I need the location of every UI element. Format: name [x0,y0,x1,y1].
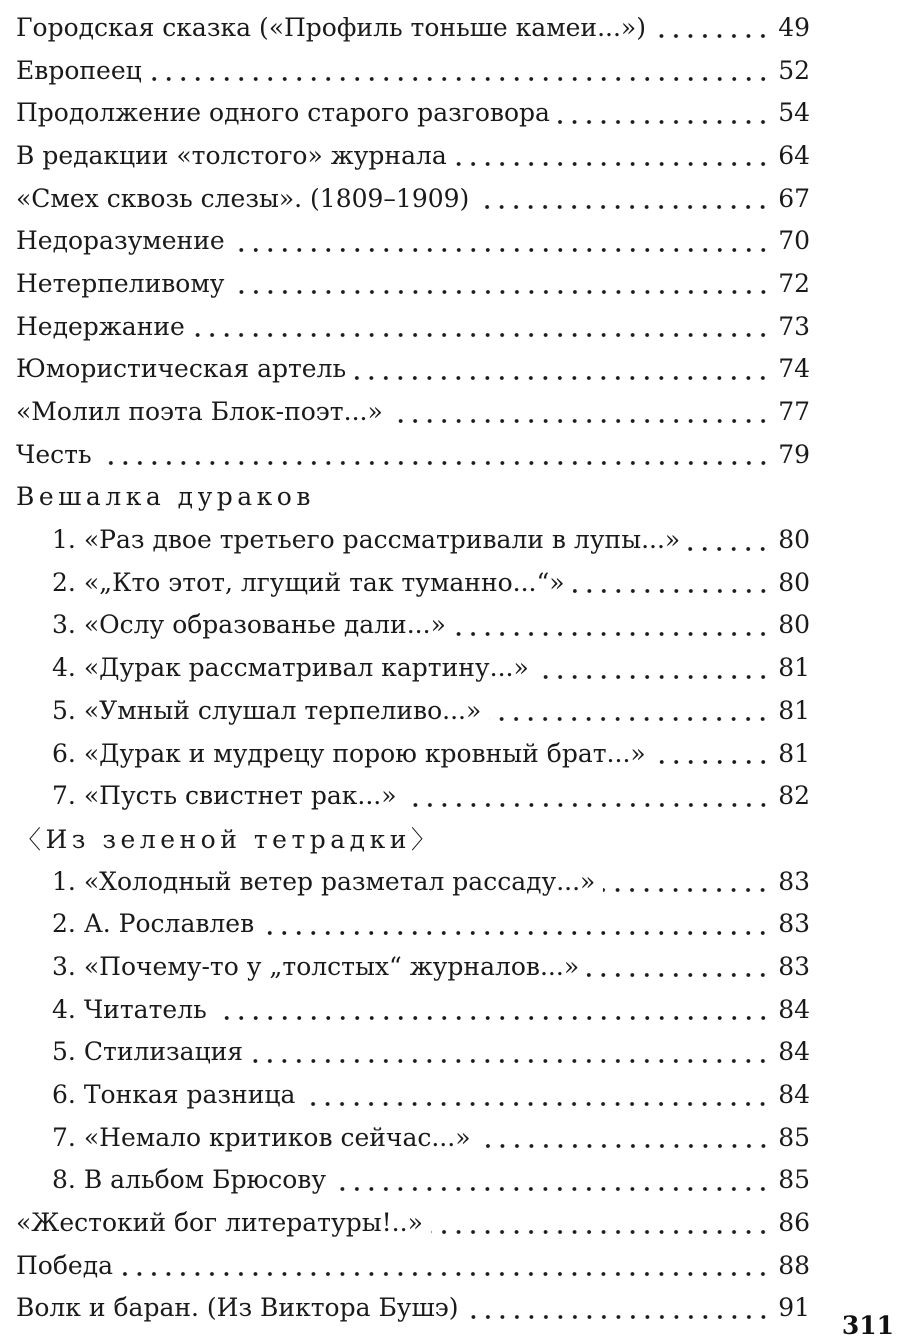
toc-entry [16,1031,810,1074]
toc-entry [16,1201,810,1244]
toc-entry-title: Честь [16,439,92,469]
toc-entry-page: 74 [778,354,810,384]
toc-entry [16,988,810,1031]
toc-entry-number: 3. [52,951,76,981]
toc-entry-title: Стилизация [83,1037,244,1067]
toc-entry-number: 1. [52,525,76,555]
toc-entry-page: 52 [778,55,810,85]
toc-entry-title: Европеец [16,55,142,85]
dot-leader [654,740,770,766]
toc-entry [16,646,810,689]
toc-entry-title: «„Кто этот, лгущий так туманно...“» [83,567,565,597]
toc-entry-title: «Дурак и мудрецу порою кровный брат...» [83,738,646,768]
toc-entry-title: В альбом Брюсову [83,1165,327,1195]
toc-entry-number: 4. [52,653,76,683]
toc-entry [16,219,810,262]
dot-leader [405,783,771,809]
toc-entry-number: 1. [52,866,76,896]
dot-leader [467,1295,771,1321]
toc-entry-page: 84 [778,1080,810,1110]
toc-entry-number: 5. [52,1037,76,1067]
dot-leader [489,697,770,723]
toc-entry-title: А. Рославлев [83,909,255,939]
toc-entry-page: 79 [778,439,810,469]
dot-leader [454,612,770,638]
toc-entry-page: 86 [778,1208,810,1238]
toc-entry-title: 〈Из зеленой тетрадки〉 [16,825,441,855]
dot-leader [233,270,771,296]
toc-entry-title: Нетерпеливому [16,268,225,298]
toc-entry-title: «Немало критиков сейчас...» [83,1122,471,1152]
toc-entry-title: Городская сказка («Профиль тоньше камеи...») [16,12,646,42]
dot-leader [215,996,770,1022]
toc-entry [16,348,810,391]
toc-entry-title: «Раз двое третьего рассматривали в лупы...» [83,525,681,555]
toc-entry [16,134,810,177]
toc-entry-title: Вешалка дураков [16,482,315,512]
dot-leader [354,356,770,382]
table-of-contents [16,6,810,1329]
toc-entry-number: 7. [52,1122,76,1152]
toc-entry-page: 77 [778,397,810,427]
toc-entry [16,1116,810,1159]
dot-leader [688,527,770,553]
toc-entry [16,518,810,561]
toc-entry-page: 83 [778,951,810,981]
toc-entry-page: 49 [778,12,810,42]
toc-entry-page: 70 [778,226,810,256]
dot-leader [121,1252,770,1278]
toc-entry [16,1073,810,1116]
toc-entry [16,390,810,433]
toc-entry-title: Недержание [16,311,185,341]
dot-leader [100,441,771,467]
dot-leader [558,100,770,126]
toc-entry-page: 83 [778,866,810,896]
toc-entry-number: 7. [52,781,76,811]
toc-entry [16,305,810,348]
toc-entry-title: «Почему-то у „толстых“ журналов...» [83,951,580,981]
toc-entry-title: «Дурак рассматривал картину...» [83,653,529,683]
toc-entry [16,860,810,903]
toc-entry-title: «Умный слушал терпеливо...» [83,695,482,725]
toc-entry [16,433,810,476]
toc-entry [16,561,810,604]
toc-entry-number: 2. [52,567,76,597]
toc-entry-title: «Холодный ветер разметал рассаду...» [83,866,596,896]
dot-leader [150,57,770,83]
toc-entry-page: 84 [778,994,810,1024]
toc-entry-page: 81 [778,653,810,683]
toc-entry [16,6,810,49]
toc-entry-page: 84 [778,1037,810,1067]
toc-entry-title: «Смех сквозь слезы». (1809–1909) [16,183,470,213]
toc-entry-title: Читатель [83,994,207,1024]
dot-leader [573,569,771,595]
toc-entry-page: 82 [778,781,810,811]
toc-section-heading [16,817,810,860]
toc-entry-page: 83 [778,909,810,939]
dot-leader [455,142,770,168]
dot-leader [654,14,770,40]
toc-section-heading [16,476,810,519]
toc-entry-number: 5. [52,695,76,725]
toc-entry-page: 81 [778,695,810,725]
toc-entry-title: «Молил поэта Блок-поэт...» [16,397,383,427]
toc-entry-page: 80 [778,567,810,597]
toc-entry [16,689,810,732]
toc-entry-page: 80 [778,610,810,640]
dot-leader [537,655,770,681]
toc-entry-title: Волк и баран. (Из Виктора Бушэ) [16,1293,459,1323]
dot-leader [477,185,770,211]
toc-entry-title: Победа [16,1250,113,1280]
toc-entry [16,732,810,775]
toc-entry-title: Тонкая разница [83,1080,296,1110]
toc-entry [16,1244,810,1287]
toc-entry-title: «Ослу образованье дали...» [83,610,446,640]
toc-entry-page: 73 [778,311,810,341]
toc-entry-page: 85 [778,1122,810,1152]
dot-leader [479,1124,771,1150]
toc-entry-page: 91 [778,1293,810,1323]
dot-leader [233,228,771,254]
toc-entry [16,1159,810,1202]
toc-entry-title: «Жестокий бог литературы!..» [16,1208,423,1238]
dot-leader [251,1039,770,1065]
toc-entry [16,902,810,945]
toc-entry-page: 54 [778,98,810,128]
toc-entry-page: 81 [778,738,810,768]
dot-leader [193,313,770,339]
toc-entry-title: «Пусть свистнет рак...» [83,781,397,811]
dot-leader [262,911,770,937]
toc-entry-page: 64 [778,140,810,170]
toc-entry-title: Продолжение одного старого разговора [16,98,550,128]
toc-entry-number: 2. [52,909,76,939]
page-number: 311 [841,1311,894,1340]
toc-entry [16,91,810,134]
dot-leader [334,1167,770,1193]
toc-entry [16,177,810,220]
toc-entry-number: 4. [52,994,76,1024]
toc-entry-number: 8. [52,1165,76,1195]
toc-entry [16,49,810,92]
toc-entry [16,1287,810,1330]
dot-leader [603,868,770,894]
toc-entry [16,262,810,305]
dot-leader [431,1210,770,1236]
toc-entry-page: 67 [778,183,810,213]
dot-leader [587,953,770,979]
toc-entry-page: 88 [778,1250,810,1280]
toc-entry-number: 3. [52,610,76,640]
toc-entry-page: 80 [778,525,810,555]
toc-entry-title: Юмористическая артель [16,354,347,384]
toc-entry-title: Недоразумение [16,226,225,256]
toc-entry [16,604,810,647]
toc-entry-page: 85 [778,1165,810,1195]
toc-entry-title: В редакции «толстого» журнала [16,140,447,170]
toc-entry [16,774,810,817]
toc-entry-number: 6. [52,738,76,768]
toc-entry-number: 6. [52,1080,76,1110]
dot-leader [303,1082,770,1108]
dot-leader [391,399,770,425]
toc-entry-page: 72 [778,268,810,298]
toc-entry [16,945,810,988]
